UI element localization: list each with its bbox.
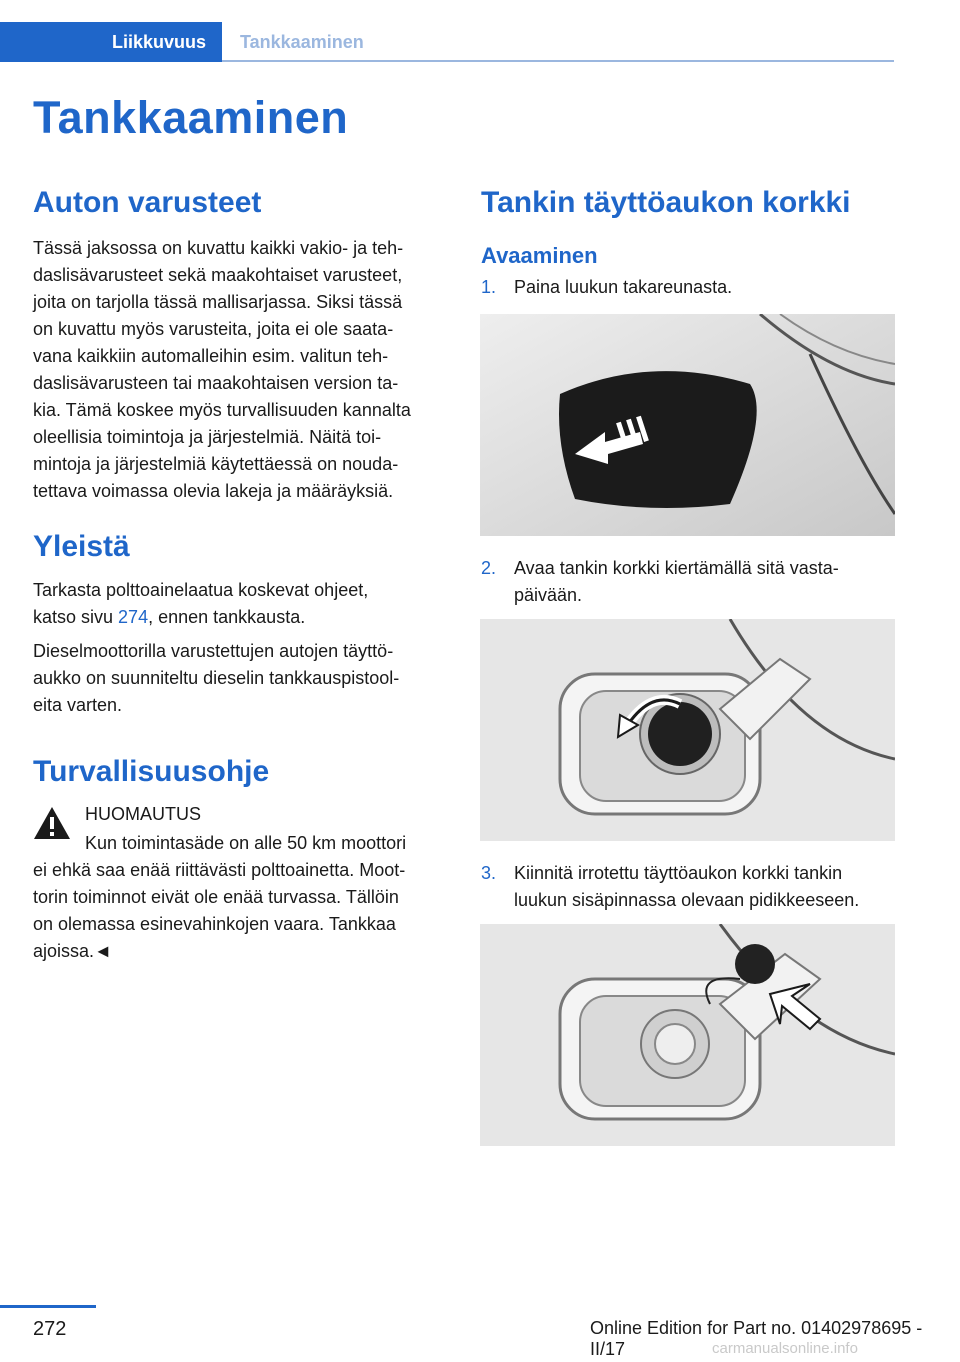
warning-text-line: ei ehkä saa enää riittävästi polttoainetta. Moot‐ xyxy=(33,860,406,880)
body-line: vana kaikkiin automalleihin esim. valitun teh‐ xyxy=(33,346,389,366)
body-line: on kuvattu myös varusteita, joita ei ole saata‐ xyxy=(33,319,394,339)
section-title-tankin-korkki: Tankin täyttöaukon korkki xyxy=(481,186,851,219)
step-text: Paina luukun takareunasta. xyxy=(514,277,733,297)
watermark: carmanualsonline.info xyxy=(712,1340,858,1357)
edition-note: Online Edition for Part no. 01402978695 - II/17 xyxy=(590,1318,923,1359)
text-fragment: , ennen tankkausta. xyxy=(148,607,306,627)
header-tab-liikkuvuus[interactable] xyxy=(0,22,222,62)
step-text: Avaa tankin korkki kiertämällä sitä vasta‐ xyxy=(514,558,839,578)
header-divider xyxy=(222,60,894,62)
subsection-title-avaaminen: Avaaminen xyxy=(481,243,598,268)
fuel-flap-press-image xyxy=(480,314,895,536)
body-line: mintoja ja järjestelmiä käytettäessä on nouda‐ xyxy=(33,454,399,474)
body-line: oleellisia toimintoja ja järjestelmiä. Näitä toi‐ xyxy=(33,427,382,447)
body-line-with-link xyxy=(33,604,305,631)
body-line: Tarkasta polttoainelaatua koskevat ohjeet, xyxy=(33,580,369,600)
body-line: Dieselmoottorilla varustettujen autojen täyttö‐ xyxy=(33,641,394,661)
page-link-274[interactable]: 274 xyxy=(118,607,149,627)
warning-text-line: ajoissa.◄ xyxy=(33,941,112,961)
page-title: Tankkaaminen xyxy=(33,92,349,143)
warning-label: HUOMAUTUS xyxy=(85,804,201,824)
text-fragment: katso sivu xyxy=(33,607,119,627)
body-line: daslisävarusteen tai maakohtaisen version ta‐ xyxy=(33,373,399,393)
step-number: 3. xyxy=(481,863,497,883)
body-line: daslisävarusteet sekä maakohtaiset varusteet, xyxy=(33,265,403,285)
body-line: kia. Tämä koskee myös turvallisuuden kannalta xyxy=(33,400,411,420)
header-tab-label: Liikkuvuus xyxy=(111,31,206,52)
body-line: eita varten. xyxy=(33,695,123,715)
warning-text-line: torin toiminnot eivät ole enää turvassa. Tällöin xyxy=(33,887,399,907)
body-line: Tässä jaksossa on kuvattu kaikki vakio- ja teh‐ xyxy=(33,238,404,258)
section-title-yleista: Yleistä xyxy=(33,530,130,563)
fuel-cap-twist-image xyxy=(480,619,895,841)
header-tab-label: Tankkaaminen xyxy=(240,31,364,52)
warning-triangle-icon xyxy=(33,806,71,840)
body-line: aukko on suunniteltu dieselin tankkauspistool‐ xyxy=(33,668,400,688)
step-text: päivään. xyxy=(514,585,583,605)
header-tab-tankkaaminen[interactable] xyxy=(240,22,364,62)
step-number: 1. xyxy=(481,277,497,297)
fuel-cap-holder-image xyxy=(480,924,895,1146)
section-title-auton-varusteet: Auton varusteet xyxy=(33,186,262,219)
footer-divider xyxy=(0,1305,96,1308)
step-number: 2. xyxy=(481,558,497,578)
step-text: Kiinnitä irrotettu täyttöaukon korkki tankin xyxy=(514,863,843,883)
warning-text-line: Kun toimintasäde on alle 50 km moottori xyxy=(85,833,407,853)
step-text: luukun sisäpinnassa olevaan pidikkeeseen. xyxy=(514,890,860,910)
warning-text-line: on olemassa esinevahinkojen vaara. Tankkaa xyxy=(33,914,396,934)
body-line: tettava voimassa olevia lakeja ja määräyksiä. xyxy=(33,481,394,501)
section-title-turvallisuusohje: Turvallisuusohje xyxy=(33,755,270,788)
page-number: 272 xyxy=(33,1318,67,1340)
body-line: joita on tarjolla tässä mallisarjassa. Siksi tässä xyxy=(33,292,403,312)
